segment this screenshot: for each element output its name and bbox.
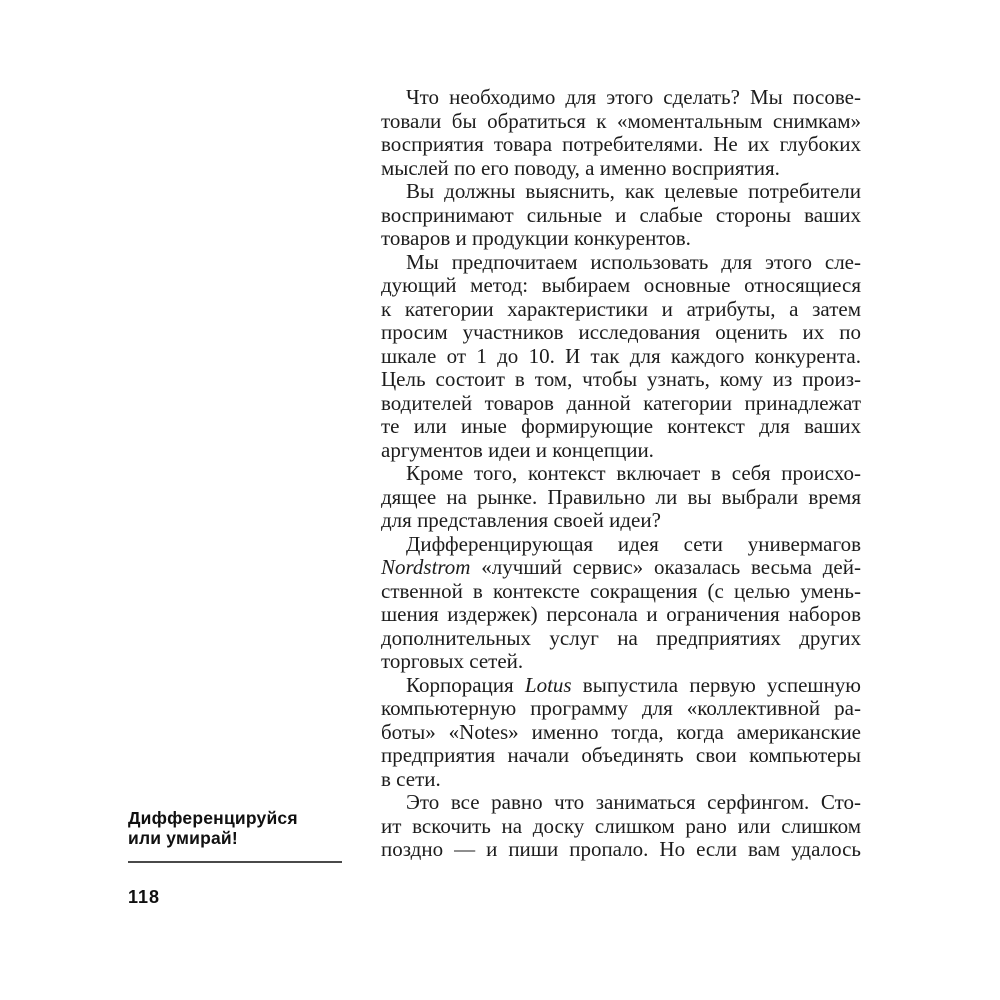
text-line: дящее на рынке. Правильно ли вы выбрали время (381, 484, 861, 509)
text-line: шения издержек) персонала и ограничения наборов (381, 602, 861, 626)
line-text: выпустила первую успешную (571, 672, 861, 697)
line-text: «лучший сервис» оказалась весьма дей- (470, 555, 861, 579)
text-line: поздно — и пиши пропало. Но если вам удалось (381, 837, 861, 861)
text-line: дополнительных услуг на предприятиях других (381, 625, 861, 650)
text-line: товали бы обратиться к «моментальным снимкам» (381, 108, 861, 133)
margin-rule (128, 861, 342, 863)
text-line: в сети. (381, 766, 441, 791)
text-line: к категории характеристики и атрибуты, а затем (381, 296, 861, 321)
text-line: мыслей по его поводу, а именно восприятия. (381, 155, 780, 180)
text-line: компьютерную программу для «коллективной ра- (381, 696, 861, 720)
text-line: ит вскочить на доску слишком рано или слишком (381, 813, 861, 838)
text-line: аргументов идеи и концепции. (381, 437, 654, 462)
text-line: для представления своей идеи? (381, 508, 661, 532)
margin-block (128, 808, 350, 908)
text-line: дующий метод: выбираем основные относящиеся (381, 273, 861, 297)
paragraph (381, 462, 861, 533)
text-line: Дифференцирующая идея сети универмагов (406, 531, 861, 556)
book-title (128, 808, 350, 848)
book-title-line2: или умирай! (128, 828, 238, 848)
text-line: товаров и продукции конкурентов. (381, 226, 691, 250)
italic-brand-nordstrom: Nordstrom (381, 555, 471, 579)
text-line: водителей товаров данной категории принадлежат (381, 390, 861, 415)
paragraph (381, 533, 861, 674)
text-line: предприятия начали объединять свои компьютеры (381, 743, 861, 767)
text-line (381, 674, 861, 698)
italic-brand-lotus: Lotus (524, 672, 572, 697)
text-line: те или иные формирующие контекст для ваших (381, 414, 861, 438)
text-line: ственной в контексте сокращения (с целью умень- (381, 578, 861, 603)
paragraph (381, 791, 861, 862)
text-line: Это все равно что заниматься серфингом. Сто- (406, 790, 861, 814)
text-line: торговых сетей. (381, 649, 524, 673)
book-title-line1: Дифференцируйся (128, 808, 298, 828)
text-line (381, 556, 861, 580)
paragraph (381, 86, 861, 180)
paragraph (381, 674, 861, 792)
text-line: воспринимают сильные и слабые стороны ваших (381, 202, 861, 227)
text-line: восприятия товара потребителями. Не их глубоких (381, 132, 861, 156)
text-line: шкале от 1 до 10. И так для каждого конкурента. (381, 343, 861, 368)
paragraph (381, 180, 861, 251)
paragraph (381, 251, 861, 463)
text-line: Вы должны выяснить, как целевые потребители (406, 179, 861, 203)
text-line: просим участников исследования оценить их по (381, 320, 861, 344)
line-text: Корпорация (406, 672, 525, 697)
text-line: Мы предпочитаем использовать для этого сле- (406, 249, 861, 274)
text-line: боты» «Notes» именно тогда, когда американские (381, 719, 861, 744)
text-line: Цель состоит в том, чтобы узнать, кому из произ- (381, 367, 861, 391)
page-number: 118 (128, 887, 161, 907)
text-line: Кроме того, контекст включает в себя происхо- (406, 461, 861, 485)
text-line: Что необходимо для этого сделать? Мы посове- (406, 85, 861, 109)
body-text-column (381, 86, 861, 862)
